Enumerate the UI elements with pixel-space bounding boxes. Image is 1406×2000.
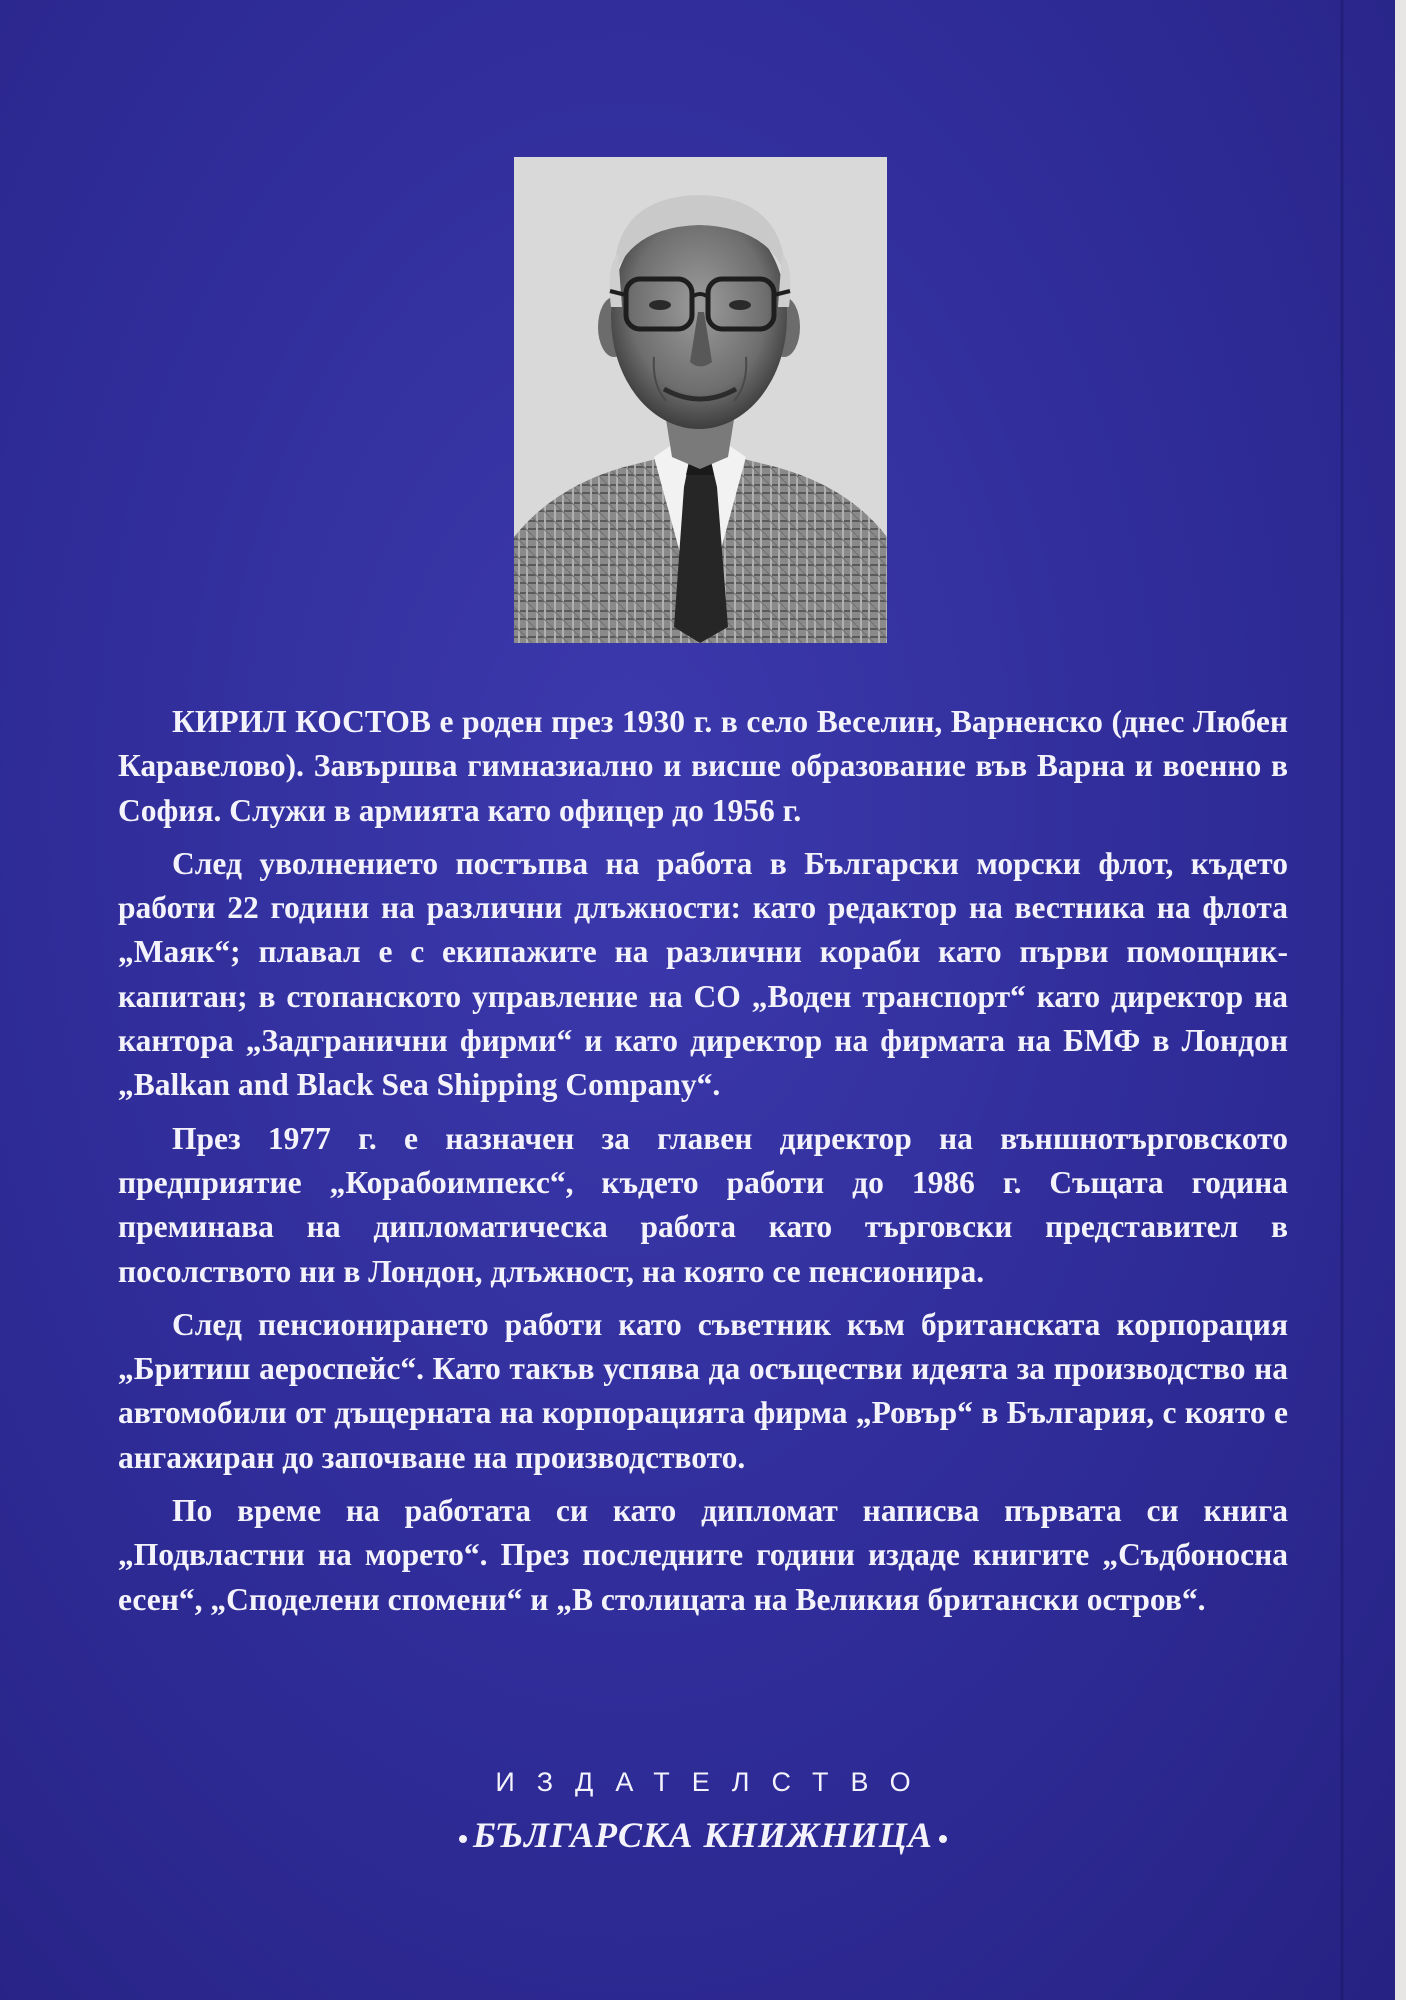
bullet-dot-icon bbox=[939, 1835, 947, 1843]
bio-paragraph bbox=[118, 700, 1288, 833]
publisher-name: БЪЛГАРСКА КНИЖНИЦА bbox=[473, 1815, 933, 1855]
author-portrait-image bbox=[514, 157, 887, 643]
author-photo bbox=[514, 157, 887, 643]
author-biography bbox=[118, 700, 1288, 1631]
publisher-block bbox=[0, 1762, 1395, 1856]
bullet-dot-icon bbox=[459, 1835, 467, 1843]
publisher-name-line bbox=[0, 1814, 1395, 1856]
cover-edge bbox=[1340, 0, 1344, 2000]
publisher-label: ИЗДАТЕЛСТВО bbox=[495, 1767, 933, 1797]
bio-paragraph: По време на работата си като дипломат написва първата си книга „Подвластни на морето“. През последните години издаде книгите „Съдбоносна есен“, „Споделени спомени“ и „В столицата на Великия британски остров“. bbox=[118, 1493, 1288, 1617]
author-name: КИРИЛ КОСТОВ bbox=[172, 704, 431, 739]
bio-paragraph-text: е роден през 1930 г. в село Веселин, Варненско (днес Любен Каравелово). Завършва гимназиално и висше образование във Варна и военно в София. Служи в армията като офицер до 1956 г. bbox=[118, 704, 1288, 828]
bio-paragraph: След пенсионирането работи като съветник към британската корпорация „Бритиш аероспейс“. Като такъв успява да осъществи идеята за производство на автомобили от дъщерната на корпорацията фирма „Ровър“ в България, с която е ангажиран до започване на производството. bbox=[118, 1306, 1288, 1475]
bio-paragraph: През 1977 г. е назначен за главен директор на външнотърговското предприятие „Корабоимпекс“, където работи до 1986 г. Същата година преминава на дипломатическа работа като търговски представител в посолството ни в Лондон, длъжност, на която се пенсионира. bbox=[118, 1120, 1288, 1289]
bio-paragraph: След уволнението постъпва на работа в Български морски флот, където работи 22 години на различни длъжности: като редактор на вестника на флота „Маяк“; плавал е с екипажите на различни кораби като първи помощник-капитан; в стопанското управление на СО „Воден транспорт“ като директор на кантора „Задгранични фирми“ и като директор на фирмата на БМФ в Лондон „Balkan and Black Sea Shipping Company“. bbox=[118, 845, 1288, 1103]
